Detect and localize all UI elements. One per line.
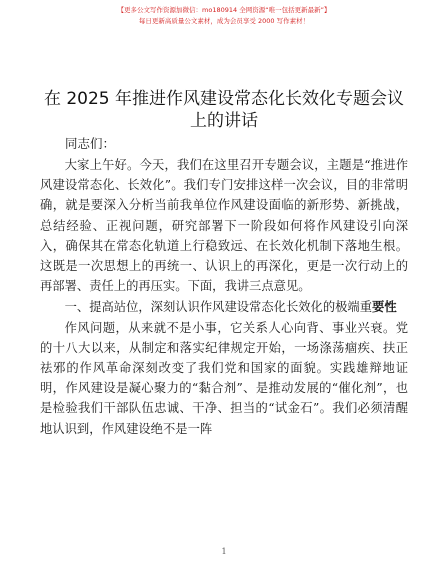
- promo-banner: [0, 5, 448, 27]
- page-number: 1: [221, 547, 227, 556]
- document-body: [40, 155, 408, 439]
- body-paragraph-intro: 大家上午好。今天，我们在这里召开专题会议，主题是“推进作风建设常态化、长效化”。我们专门安排这样一次会议，目的非常明确，就是要深入分析当前我单位作风建设面临的新形势、新挑战，总结经验、正视问题，研究部署下一阶段如何将作风建设引向深入，确保其在常态化轨道上行稳致远、在长效化机制下落地生根。这既是一次思想上的再统一、认识上的再深化，更是一次行动上的再部署、责任上的再压实。下面，我讲三点意见。: [40, 158, 408, 294]
- body-paragraph-section-1: 作风问题，从来就不是小事，它关系人心向背、事业兴衰。党的十八大以来，从制定和落实纪律规定开始，一场涤荡痼疾、扶正祛邪的作风革命深刻改变了我们党和国家的面貌。实践雄辩地证明，作风建设是凝心聚力的“黏合剂”、是推动发展的“催化剂”，也是检验我们干部队伍忠诚、干净、担当的“试金石”。我们必须清醒地认识到，作风建设绝不是一阵: [40, 320, 408, 436]
- document-title: 在 2025 年推进作风建设常态化长效化专题会议上的讲话: [43, 89, 405, 131]
- salutation: 同志们：: [65, 136, 116, 151]
- promo-banner-line-1: 【更多公文写作资源加微信：mo180914 全网资源“唯一包括更新最新”】: [117, 6, 331, 14]
- section-heading-1: [40, 297, 408, 317]
- section-heading-1-main: 一、提高站位，深刻认识作风建设常态化长效化的极端重: [64, 300, 373, 315]
- section-heading-1-tail: 要性: [372, 300, 397, 315]
- promo-banner-line-2: 每日更新高质量公文素材，成为会员享受 2000 写作素材！: [138, 17, 310, 25]
